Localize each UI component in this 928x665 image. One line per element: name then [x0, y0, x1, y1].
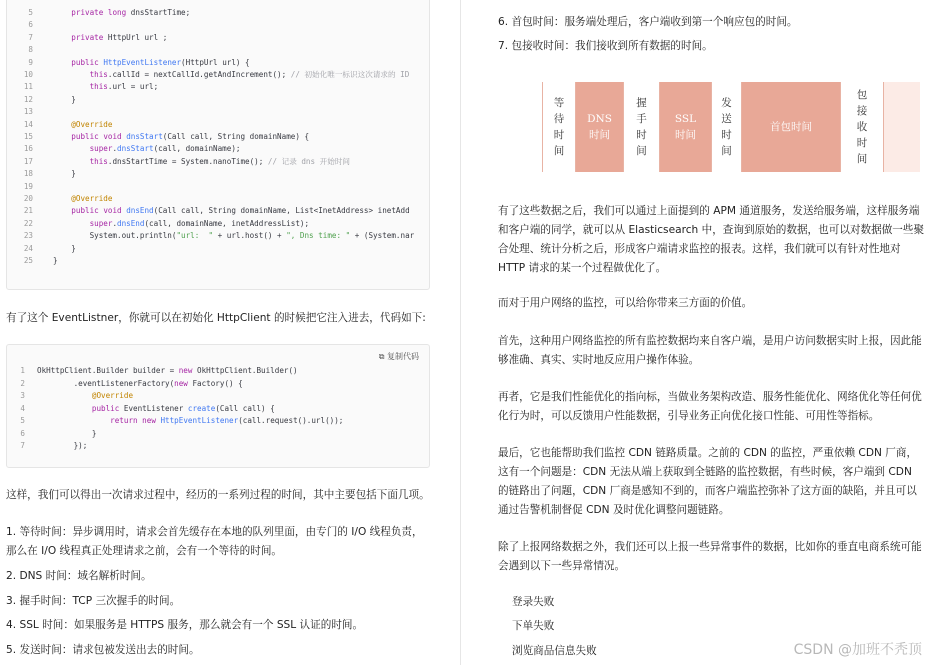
paragraph: 够准确、真实、实时地反应用户操作体验。: [498, 354, 700, 366]
code-line: 12 }: [23, 94, 76, 104]
segment-dns: DNS时间: [576, 82, 623, 172]
code-line: 11 this.url = url;: [23, 82, 159, 92]
paragraph: 有了这些数据之后，我们可以通过上面提到的 APM 通道服务，发送给服务端，这样服务端: [498, 205, 920, 217]
code-line: 2 .eventListenerFactory(new Factory() {: [20, 378, 243, 388]
list-item: 登录失败: [512, 596, 555, 608]
list-item: 6. 首包时间：服务端处理后，客户端收到第一个响应包的时间。: [498, 16, 798, 28]
paragraph: 而对于用户网络的监控，可以给你带来三方面的价值。: [498, 297, 753, 309]
list-item: 2. DNS 时间：域名解析时间。: [6, 570, 152, 582]
list-item: 3. 握手时间：TCP 三次握手的时间。: [6, 595, 181, 607]
paragraph-summary: 这样，我们可以得出一次请求过程中，经历的一系列过程的时间，其中主要包括下面几项。: [6, 489, 430, 501]
paragraph-inject: 有了这个 EventListner，你就可以在初始化 HttpClient 的时候把它注入进去，代码如下:: [6, 312, 426, 324]
segment-first-packet: 首包时间: [742, 82, 840, 172]
request-timeline-diagram: [542, 82, 920, 172]
paragraph: 化行为时，可以反馈用户性能数据，引导业务正向优化接口性能、可用性等指标。: [498, 410, 880, 422]
copy-icon: ⧉: [378, 352, 385, 361]
code-line: 24 }: [23, 243, 76, 253]
code-line: 5 private long dnsStartTime;: [28, 8, 191, 17]
paragraph: HTTP 请求的某一个过程做优化了。: [498, 262, 667, 274]
list-item: 5. 发送时间：请求包被发送出去的时间。: [6, 644, 200, 656]
code-line: 6 }: [20, 428, 97, 438]
right-column: [462, 0, 928, 665]
code-line: 8: [28, 45, 33, 55]
csdn-watermark: CSDN @加班不秃顶: [793, 642, 922, 658]
list-item: 4. SSL 时间：如果服务是 HTTPS 服务，那么就会有一个 SSL 认证的时间。: [6, 619, 364, 631]
segment-send: 发送时间: [711, 82, 742, 172]
code-line: 16 super.dnsStart(call, domainName);: [23, 144, 241, 154]
paragraph: 和客户端的同学，就可以从 Elasticsearch 中，查询到原始的数据，也可以对数据做一些聚: [498, 224, 925, 236]
code-line: 10 this.callId = nextCallId.getAndIncrement(); // 初始化唯一标识这次请求的 ID: [23, 70, 410, 79]
segment-wait: 等待时间: [542, 82, 576, 172]
code-line: 7 });: [20, 441, 88, 450]
list-item: 1. 等待时间：异步调用时，请求会首先缓存在本地的队列里面，由专门的 I/O 线程负责，: [6, 526, 423, 538]
code-line: 20 @Override: [23, 194, 113, 203]
code-block-builder: [6, 344, 430, 468]
code-line: 13: [23, 107, 33, 117]
segment-handshake: 握手时间: [623, 82, 660, 172]
paragraph: 通过告警机制督促 CDN 及时优化调整问题链路。: [498, 504, 730, 516]
paragraph: 再者，它是我们性能优化的指向标，当做业务架构改造、服务性能优化、网络优化等任何优: [498, 391, 922, 403]
list-item: 那么在 I/O 线程真正处理请求之前，会有一个等待的时间。: [6, 545, 283, 557]
code-line: 17 this.dnsStartTime = System.nanoTime(); // 记录 dns 开始时间: [23, 156, 351, 166]
code-line: 9 public HttpEventListener(HttpUrl url) {: [28, 57, 250, 67]
code-line: 15 public void dnsStart(Call call, String domainName) {: [23, 132, 310, 141]
paragraph: 除了上报网络数据之外，我们还可以上报一些异常事件的数据，比如你的垂直电商系统可能: [498, 541, 922, 553]
code-line: 6: [28, 20, 33, 30]
code-line: 14 @Override: [23, 119, 113, 129]
code-line: 5 return new HttpEventListener(call.request().url());: [20, 416, 344, 425]
list-item: 浏览商品信息失败: [512, 645, 597, 657]
code-line: 23 System.out.println("url: " + url.host() + ", Dns time: " + (System.nar: [23, 231, 415, 241]
code-block-listener: [6, 0, 430, 290]
code-line: 25 }: [23, 256, 58, 265]
code-line: 19: [23, 181, 33, 191]
code-line: 21 public void dnsEnd(Call call, String domainName, List<InetAddress> inetAdd: [23, 206, 410, 216]
code-line: 3 @Override: [20, 391, 134, 400]
list-item: 下单失败: [512, 620, 555, 632]
paragraph: 首先，这种用户网络监控的所有监控数据均来自客户端，是用户访问数据实时上报，因此能: [498, 335, 922, 347]
paragraph: 会遇到以下一些异常情况。: [498, 560, 626, 572]
segment-ssl: SSL时间: [660, 82, 711, 172]
code-line: 22 super.dnsEnd(call, domainName, inetAddressList);: [23, 218, 310, 228]
list-item: 7. 包接收时间：我们接收到所有数据的时间。: [498, 40, 713, 52]
code-line: 18 }: [23, 169, 76, 179]
paragraph: 的链路出了问题，CDN 厂商是感知不到的，而客户端监控弥补了这方面的缺陷，并且可以: [498, 485, 917, 497]
code-line: 4 public EventListener create(Call call) {: [20, 403, 275, 413]
left-column: [0, 0, 460, 665]
paragraph: 这有一个问题是：CDN 无法从端上获取到全链路的监控数据，有些时候，客户端到 CDN: [498, 466, 912, 478]
copy-code-button[interactable]: [379, 351, 419, 362]
copy-code-label: 复制代码: [387, 352, 419, 361]
code-line: 1 OkHttpClient.Builder builder = new OkHttpClient.Builder(): [20, 366, 298, 375]
code-line: 7 private HttpUrl url ;: [28, 32, 168, 42]
paragraph: 合处理、统计分析之后，形成客户端请求监控的报表。这样，我们就可以有针对性地对: [498, 243, 901, 255]
paragraph: 最后，它也能帮助我们监控 CDN 链路质量。之前的 CDN 的监控，严重依赖 CDN 厂商，: [498, 447, 918, 459]
segment-receive: 包接收时间: [840, 82, 884, 172]
column-divider: [460, 0, 461, 665]
